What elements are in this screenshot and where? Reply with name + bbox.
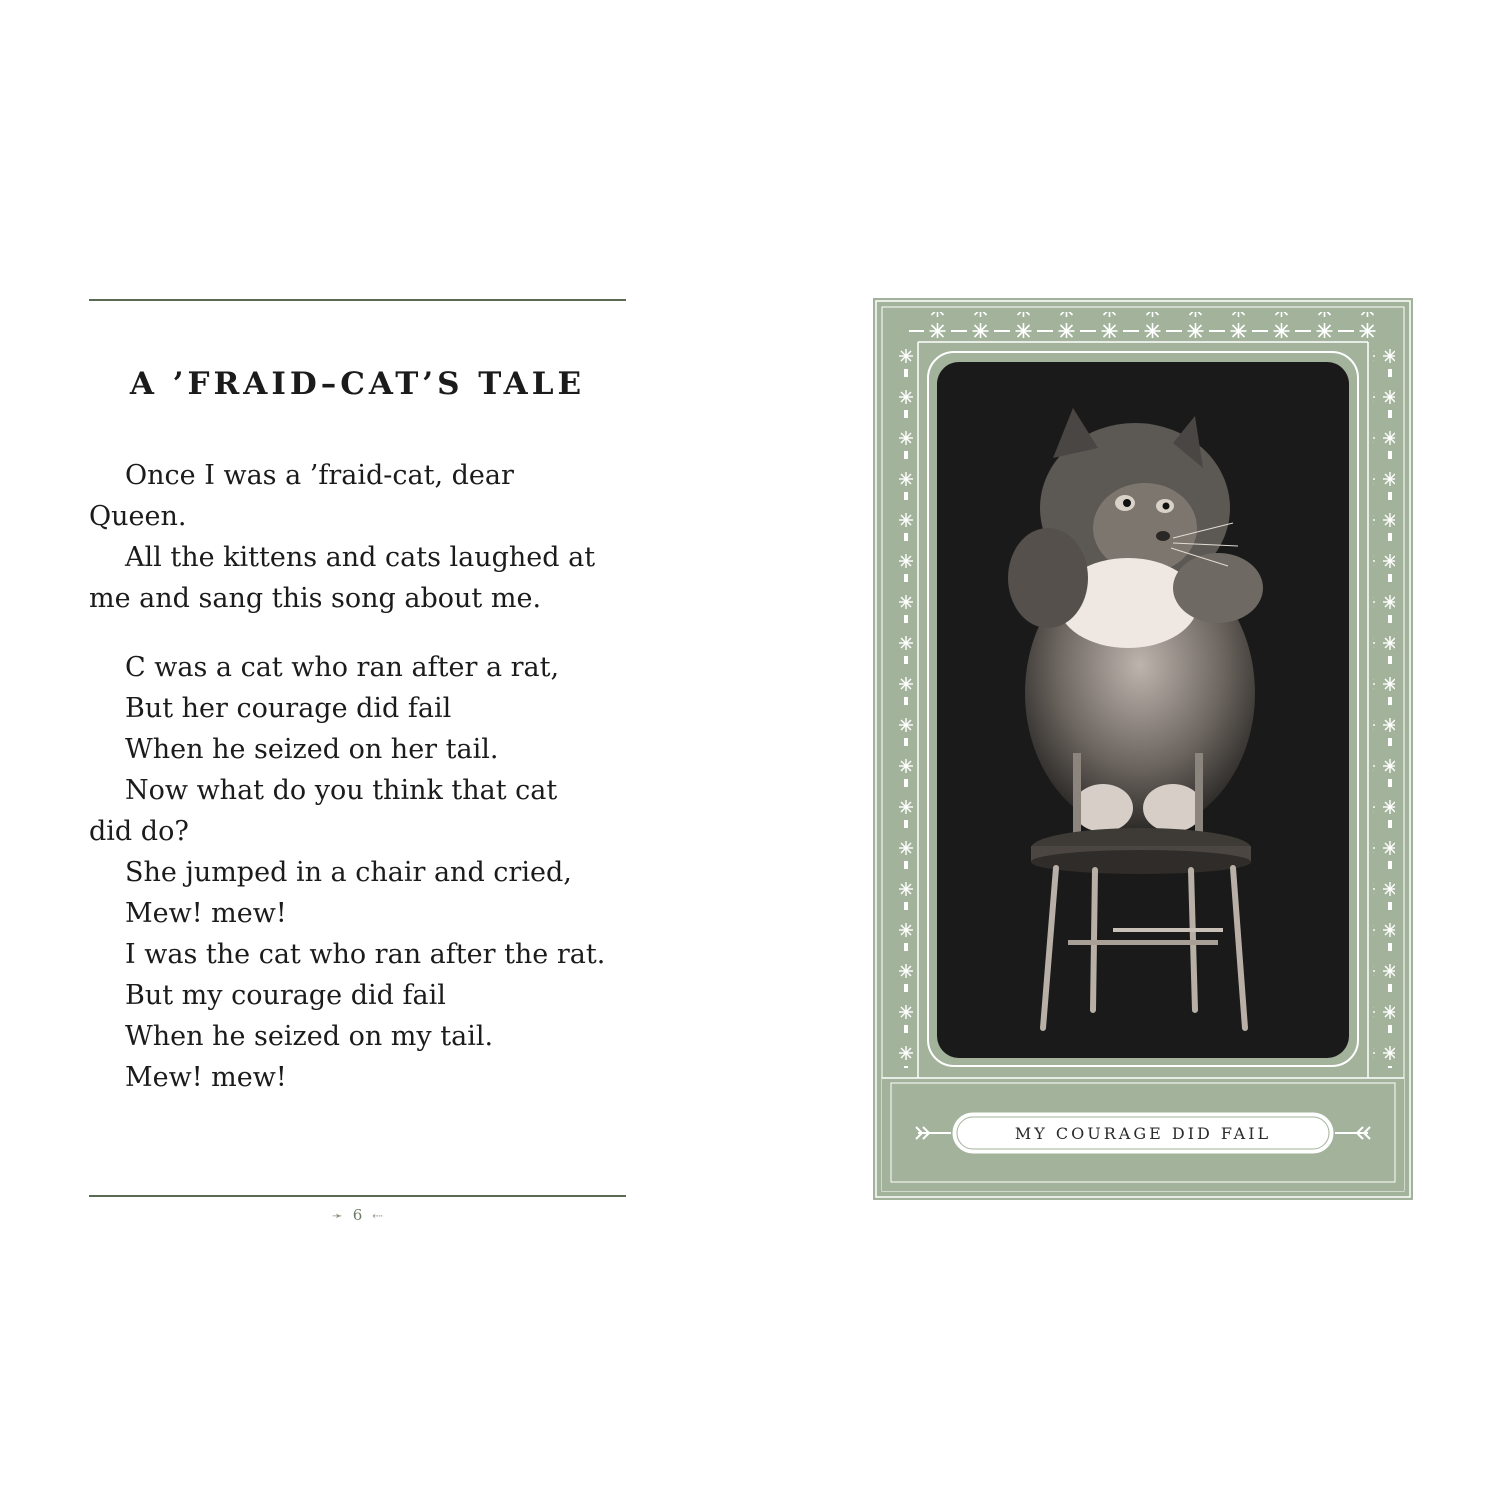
verse-line: Queen. (89, 501, 187, 532)
verse-line: I was the cat who ran after the rat. (125, 939, 606, 970)
verse-line: When he seized on her tail. (125, 734, 499, 765)
verse-line: But my courage did fail (125, 980, 446, 1011)
page-number: 6 (352, 1206, 363, 1224)
top-ornament-band (909, 312, 1377, 338)
top-rule (89, 299, 626, 301)
arrow-right-ornament-icon: ➛ (331, 1209, 343, 1224)
verse-line: When he seized on my tail. (125, 1021, 494, 1052)
stanza-2 (89, 647, 634, 1098)
verse-line: me and sang this song about me. (89, 583, 542, 614)
verse-line: She jumped in a chair and cried, (125, 857, 572, 888)
plate-frame-svg (873, 298, 1413, 1200)
verse-line: All the kittens and cats laughed at (125, 542, 596, 573)
verse-line: Mew! mew! (125, 1062, 287, 1093)
arrow-left-ornament-icon: ⇠ (372, 1209, 384, 1224)
right-ornament-band (1373, 346, 1395, 1068)
page-folio (89, 1206, 626, 1224)
verse-line: Mew! mew! (125, 898, 287, 929)
poem-title: A ’FRAID–CAT’S TALE (129, 366, 586, 402)
photo-plate (873, 298, 1413, 1200)
verse-line: But her courage did fail (125, 693, 452, 724)
left-ornament-band (891, 346, 913, 1068)
verse-line: Once I was a ’fraid-cat, dear (125, 460, 514, 491)
stanza-1 (89, 455, 634, 619)
bottom-rule (89, 1195, 626, 1197)
verse-line: Now what do you think that cat (125, 775, 558, 806)
verse-line: did do? (89, 816, 189, 847)
caption-text: MY COURAGE DID FAIL (1014, 1124, 1272, 1143)
verse-line: C was a cat who ran after a rat, (125, 652, 560, 683)
